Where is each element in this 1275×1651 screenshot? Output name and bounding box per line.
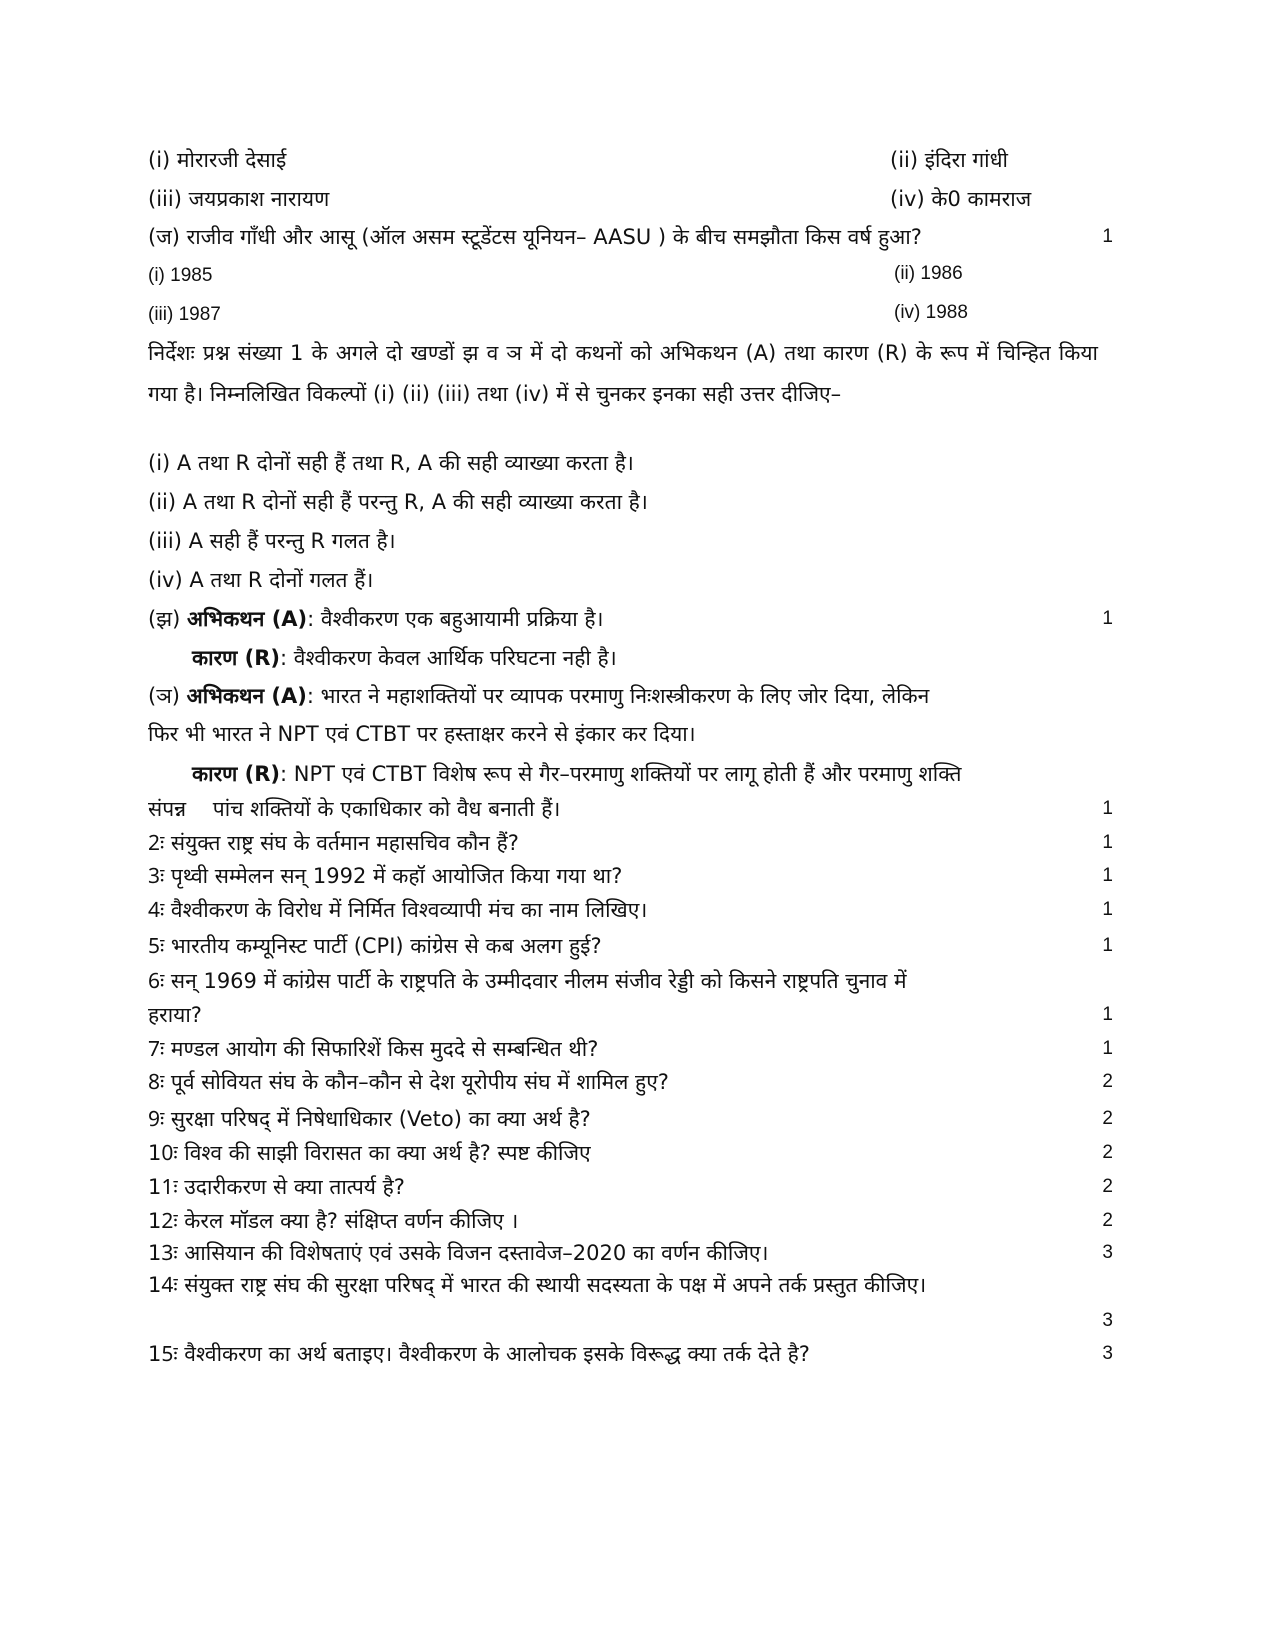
question-7 xyxy=(148,1035,1113,1063)
question-3 xyxy=(148,862,1113,890)
question-13 xyxy=(148,1239,1113,1267)
question-8 xyxy=(148,1068,1113,1096)
marks: 1 xyxy=(1102,226,1113,247)
reason-label: कारण (R) xyxy=(192,646,281,670)
reason-text: : वैश्वीकरण केवल आर्थिक परिघटना नही है। xyxy=(280,646,617,670)
marks: 3 xyxy=(1102,1242,1113,1263)
marks: 1 xyxy=(1102,865,1113,886)
question-text: 3ः पृथ्वी सम्मेलन सन् 1992 में कहॉ आयोजित किया गया था? xyxy=(148,864,623,888)
reason-text: : NPT एवं CTBT विशेष रूप से गैर–परमाणु शक्तियों पर लागू होती हैं और परमाणु शक्ति xyxy=(280,762,962,786)
question-text-cont: हराया? xyxy=(148,1003,202,1027)
assertion-label: अभिकथन (A) xyxy=(186,607,308,631)
marks: 2 xyxy=(1102,1071,1113,1092)
question-14 xyxy=(148,1271,1113,1299)
option-ii: (ii) इंदिरा गांधी xyxy=(890,148,1008,172)
question-15 xyxy=(148,1340,1113,1368)
assertion-label: अभिकथन (A) xyxy=(186,684,307,708)
choice-2: (ii) A तथा R दोनों सही हैं परन्तु R, A की सही व्याख्या करता है। xyxy=(148,490,648,514)
question-text: 9ः सुरक्षा परिषद् में निषेधाधिकार (Veto) का क्या अर्थ है? xyxy=(148,1107,591,1131)
question-9 xyxy=(148,1105,1113,1133)
marks: 1 xyxy=(1102,899,1113,920)
question-text: 12ः केरल मॉडल क्या है? संक्षिप्त वर्णन कीजिए । xyxy=(148,1209,519,1233)
question-text: 8ः पूर्व सोवियत संघ के कौन–कौन से देश यूरोपीय संघ में शामिल हुए? xyxy=(148,1070,669,1094)
question-5 xyxy=(148,932,1113,960)
question-nya-assertion-cont: फिर भी भारत ने NPT एवं CTBT पर हस्ताक्षर करने से इंकार कर दिया। xyxy=(148,722,696,746)
question-text: 7ः मण्डल आयोग की सिफारिशें किस मुददे से सम्बन्धित थी? xyxy=(148,1037,599,1061)
assertion-text: : वैश्वीकरण एक बहुआयामी प्रक्रिया है। xyxy=(307,607,604,631)
question-nya-reason xyxy=(192,760,1113,788)
question-text: 5ः भारतीय कम्यूनिस्ट पार्टी (CPI) कांग्रेस से कब अलग हुई? xyxy=(148,934,602,958)
question-text: 13ः आसियान की विशेषताएं एवं उसके विजन दस्तावेज–2020 का वर्णन कीजिए। xyxy=(148,1241,769,1265)
question-text: 14ः संयुक्त राष्ट्र संघ की सुरक्षा परिषद् में भारत की स्थायी सदस्यता के पक्ष में अपने तर्क प्रस्तुत कीजिए। xyxy=(148,1273,927,1297)
option-row xyxy=(148,299,1113,329)
option-i: (i) मोरारजी देसाई xyxy=(148,148,287,172)
instructions: निर्देशः प्रश्न संख्या 1 के अगले दो खण्डों झ व ञ में दो कथनों को अभिकथन (A) तथा कारण (R) के रूप में चिन्हित किया गया है। निम्नलिखित विकल्पों (i) (ii) (iii) तथा (iv) में से चुनकर इनका सही उत्तर दीजिए– xyxy=(148,341,1098,406)
question-2 xyxy=(148,829,1113,857)
marks: 3 xyxy=(1102,1343,1113,1364)
marks: 3 xyxy=(1102,1310,1113,1331)
option-row xyxy=(148,260,1113,290)
reason-label: कारण (R) xyxy=(192,762,281,786)
question-jh-assertion xyxy=(148,605,1113,633)
question-10 xyxy=(148,1139,1113,1167)
marks: 1 xyxy=(1102,832,1113,853)
question-12 xyxy=(148,1207,1113,1235)
question-text: (ज) राजीव गॉंधी और आसू (ऑल असम स्टूडेंटस यूनियन– AASU ) के बीच समझौता किस वर्ष हुआ? xyxy=(148,225,922,249)
question-prefix: (ञ) xyxy=(148,684,180,708)
question-text: 2ः संयुक्त राष्ट्र संघ के वर्तमान महासचिव कौन हैं? xyxy=(148,831,519,855)
question-text: 11ः उदारीकरण से क्या तात्पर्य है? xyxy=(148,1175,405,1199)
marks: 1 xyxy=(1102,1004,1113,1025)
option-ii: (ii) 1986 xyxy=(894,263,963,284)
choice-1: (i) A तथा R दोनों सही हैं तथा R, A की सही व्याख्या करता है। xyxy=(148,451,634,475)
option-row xyxy=(148,185,1113,213)
question-j xyxy=(148,223,1113,251)
reason-text-cont: संपन्न पांच शक्तियों के एकाधिकार को वैध बनाती हैं। xyxy=(148,797,561,821)
choice-3: (iii) A सही हैं परन्तु R गलत है। xyxy=(148,529,396,553)
question-prefix: (झ) xyxy=(148,607,181,631)
marks: 2 xyxy=(1102,1210,1113,1231)
question-text: 4ः वैश्वीकरण के विरोध में निर्मित विश्वव्यापी मंच का नाम लिखिए। xyxy=(148,898,648,922)
option-iii: (iii) जयप्रकाश नारायण xyxy=(148,187,330,211)
assertion-text: : भारत ने महाशक्तियों पर व्यापक परमाणु निःशस्त्रीकरण के लिए जोर दिया, लेकिन xyxy=(306,684,930,708)
option-i: (i) 1985 xyxy=(148,265,213,286)
option-iv: (iv) के0 कामराज xyxy=(890,187,1032,211)
choice-4: (iv) A तथा R दोनों गलत हैं। xyxy=(148,568,374,592)
question-text: 6ः सन् 1969 में कांग्रेस पार्टी के राष्ट्रपति के उम्मीदवार नीलम संजीव रेड्डी को किसने राष्ट्रपति चुनाव में xyxy=(148,969,907,993)
marks: 1 xyxy=(1102,935,1113,956)
question-11 xyxy=(148,1173,1113,1201)
question-nya-reason-cont xyxy=(148,795,1113,823)
marks: 2 xyxy=(1102,1176,1113,1197)
option-row xyxy=(148,146,1113,174)
marks: 1 xyxy=(1102,1038,1113,1059)
question-6 xyxy=(148,967,1113,995)
marks: 2 xyxy=(1102,1142,1113,1163)
marks: 2 xyxy=(1102,1108,1113,1129)
marks: 1 xyxy=(1102,608,1113,629)
marks: 1 xyxy=(1102,798,1113,819)
question-4 xyxy=(148,896,1113,924)
question-6-cont xyxy=(148,1001,1113,1029)
question-nya-assertion xyxy=(148,682,1113,710)
question-text: 15ः वैश्वीकरण का अर्थ बताइए। वैश्वीकरण के आलोचक इसके विरूद्ध क्या तर्क देते है? xyxy=(148,1342,810,1366)
question-jh-reason xyxy=(192,644,1113,672)
option-iv: (iv) 1988 xyxy=(894,302,968,323)
question-text: 10ः विश्व की साझी विरासत का क्या अर्थ है? स्पष्ट कीजिए xyxy=(148,1141,591,1165)
option-iii: (iii) 1987 xyxy=(148,304,221,325)
